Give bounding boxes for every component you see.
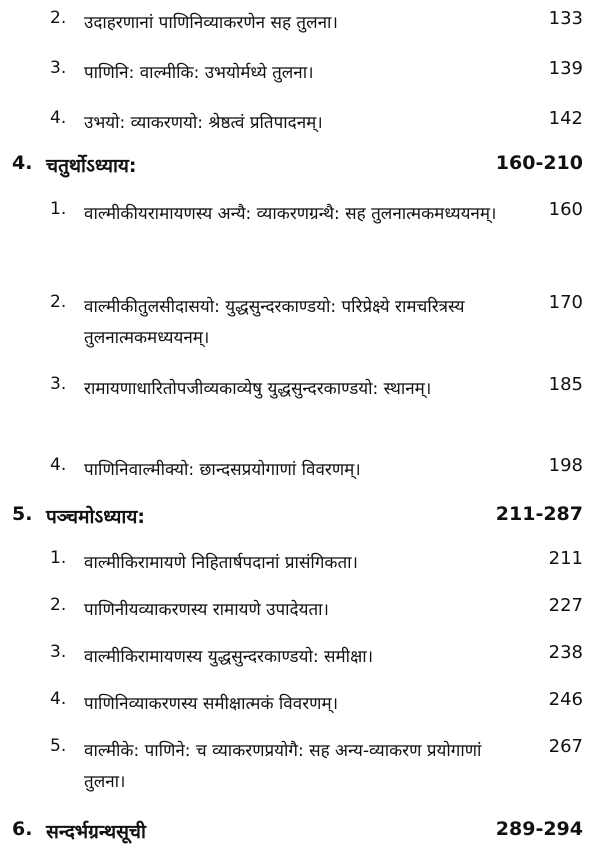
chapter-page-range: 289-294	[495, 818, 583, 840]
entry-title: उदाहरणानां पाणिनिव्याकरणेन सह तुलना।	[84, 13, 338, 33]
entry-number: 2.	[50, 292, 67, 312]
entry-title: वाल्मीकीतुलसीदासयो: युद्धसुन्दरकाण्डयो: परिप्रेक्ष्ये रामचरित्रस्य तुलनात्मकमध्ययनम्।	[84, 297, 465, 348]
entry-title: पाणिनि: वाल्मीकि: उभयोर्मध्ये तुलना।	[84, 63, 314, 83]
entry-page: 185	[548, 374, 583, 395]
entry-title: वाल्मीकीयरामायणस्य अन्यै: व्याकरणग्रन्थै: सह तुलनात्मकमध्ययनम्।	[84, 204, 497, 224]
entry-title: पाणिनीयव्याकरणस्य रामायणे उपादेयता।	[84, 600, 329, 620]
entry-page: 211	[548, 548, 583, 569]
chapter-number: 5.	[12, 503, 33, 525]
entry-title: वाल्मीकिरामायणस्य युद्धसुन्दरकाण्डयो: समीक्षा।	[84, 647, 374, 667]
chapter-title: सन्दर्भग्रन्थसूची	[46, 821, 146, 843]
entry-title: पाणिनिवाल्मीक्यो: छान्दसप्रयोगाणां विवरणम्।	[84, 460, 361, 480]
entry-page: 267	[548, 736, 583, 757]
entry-page: 227	[548, 595, 583, 616]
entry-page: 139	[548, 58, 583, 79]
entry-number: 4.	[50, 108, 67, 128]
entry-page: 142	[548, 108, 583, 129]
entry-page: 246	[548, 689, 583, 710]
chapter-number: 6.	[12, 818, 33, 840]
chapter-title: चतुर्थोऽध्याय:	[46, 155, 137, 177]
entry-number: 2.	[50, 595, 67, 615]
entry-number: 1.	[50, 548, 67, 568]
entry-number: 3.	[50, 58, 67, 78]
entry-page: 198	[548, 455, 583, 476]
entry-number: 4.	[50, 455, 67, 475]
chapter-number: 4.	[12, 152, 33, 174]
entry-page: 133	[548, 8, 583, 29]
entry-title: रामायणाधारितोपजीव्यकाव्येषु युद्धसुन्दरकाण्डयो: स्थानम्।	[84, 379, 432, 399]
entry-title: पाणिनिव्याकरणस्य समीक्षात्मकं विवरणम्।	[84, 694, 339, 714]
chapter-title: पञ्चमोऽध्याय:	[46, 506, 145, 528]
chapter-page-range: 211-287	[495, 503, 583, 525]
entry-title: उभयो: व्याकरणयो: श्रेष्ठत्वं प्रतिपादनम्।	[84, 113, 323, 133]
entry-page: 160	[548, 199, 583, 220]
entry-number: 3.	[50, 374, 67, 394]
entry-title: वाल्मीकिरामायणे निहितार्षपदानां प्रासंगिकता।	[84, 553, 359, 573]
entry-page: 238	[548, 642, 583, 663]
entry-number: 1.	[50, 199, 67, 219]
entry-number: 2.	[50, 8, 67, 28]
entry-title: वाल्मीके: पाणिने: च व्याकरणप्रयोगै: सह अन्य-व्याकरण प्रयोगाणां तुलना।	[84, 741, 482, 792]
chapter-page-range: 160-210	[495, 152, 583, 174]
entry-number: 3.	[50, 642, 67, 662]
entry-number: 5.	[50, 736, 67, 756]
entry-number: 4.	[50, 689, 67, 709]
entry-page: 170	[548, 292, 583, 313]
